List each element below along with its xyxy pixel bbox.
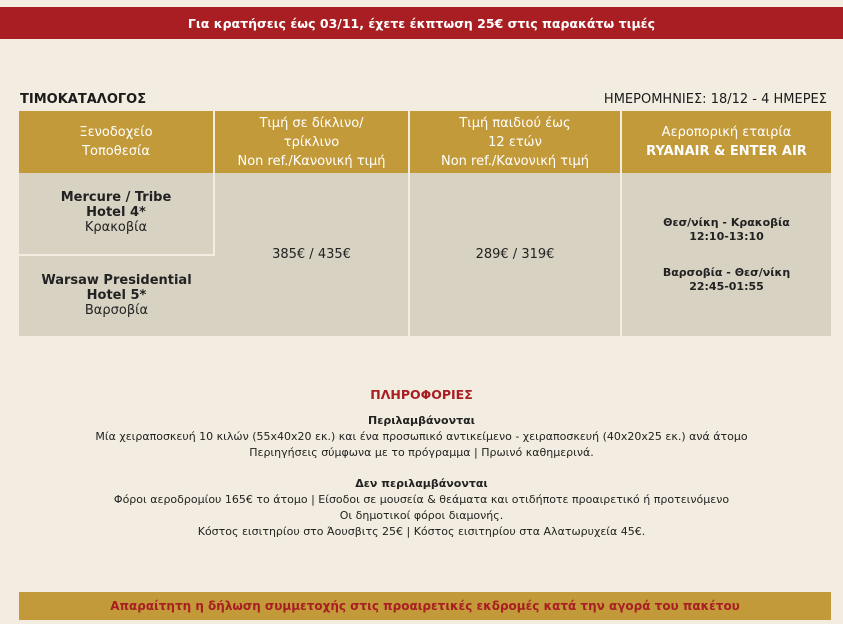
included-title: Περιλαμβάνονται — [368, 414, 475, 427]
header-double-line3: Non ref./Κανονική τιμή — [237, 153, 386, 169]
child-price-cell: 289€ / 319€ — [409, 173, 621, 336]
price-list-title: ΤΙΜΟΚΑΤΑΛΟΓΟΣ — [20, 92, 147, 107]
flight-outbound-time: 12:10-13:10 — [689, 229, 764, 243]
dates-label: ΗΜΕΡΟΜΗΝΙΕΣ: 18/12 - 4 ΗΜΕΡΕΣ — [603, 92, 827, 107]
header-child-line1: Τιμή παιδιού έως — [459, 115, 571, 131]
included-line: Μία χειραποσκευή 10 κιλών (55x40x20 εκ.) και ένα προσωπικό αντικείμενο - χειραποσκευή (40x20x25 εκ.) ανά άτομο — [95, 430, 748, 443]
header-double-price — [214, 111, 409, 173]
hotel-name-line1: Warsaw Presidential — [41, 272, 192, 288]
header-airline-line1: Αεροπορική εταιρία — [661, 125, 792, 140]
price-table — [19, 111, 831, 336]
header-hotel — [19, 111, 214, 173]
header-airline-line2: RYANAIR & ENTER AIR — [646, 144, 807, 159]
optional-excursions-banner: Απαραίτητη η δήλωση συμμετοχής στις προαιρετικές εκδρομές κατά την αγορά του πακέτου — [19, 592, 831, 620]
flight-return-time: 22:45-01:55 — [689, 279, 764, 293]
excluded-title: Δεν περιλαμβάνονται — [355, 477, 488, 490]
excluded-line: Οι δημοτικοί φόροι διαμονής. — [339, 509, 504, 522]
discount-banner: Για κρατήσεις έως 03/11, έχετε έκπτωση 25€ στις παρακάτω τιμές — [0, 7, 843, 39]
header-child-price — [409, 111, 621, 173]
double-price-cell: 385€ / 435€ — [214, 173, 409, 336]
info-title: ΠΛΗΡΟΦΟΡΙΕΣ — [370, 387, 473, 402]
table-row — [19, 173, 831, 255]
excluded-line: Φόροι αεροδρομίου 165€ το άτομο | Είσοδοι σε μουσεία & θεάματα και οτιδήποτε προαιρετικό ή προτεινόμενο — [113, 493, 730, 506]
flights-cell — [621, 173, 831, 336]
header-child-line3: Non ref./Κανονική τιμή — [441, 153, 589, 169]
excluded-line: Κόστος εισιτηρίου στο Άουσβιτς 25€ | Κόστος εισιτηρίου στα Αλατωρυχεία 45€. — [197, 525, 646, 538]
header-airline — [621, 111, 831, 173]
header-hotel-line1: Ξενοδοχείο — [79, 125, 153, 140]
included-line: Περιηγήσεις σύμφωνα με το πρόγραμμα | Πρωινό καθημερινά. — [249, 446, 594, 459]
hotel-cell-krakow — [19, 173, 214, 255]
hotel-cell-warsaw — [19, 255, 214, 337]
header-double-line1: Τιμή σε δίκλινο/ — [259, 115, 364, 131]
hotel-name-line2: Hotel 4* — [86, 205, 146, 221]
table-header-row — [19, 111, 831, 173]
hotel-city: Κρακοβία — [84, 220, 148, 236]
hotel-city: Βαρσοβία — [84, 302, 149, 318]
hotel-name-line2: Hotel 5* — [86, 287, 147, 303]
header-double-line2: τρίκλινο — [283, 134, 340, 150]
flight-return-route: Βαρσοβία - Θεσ/νίκη — [662, 265, 791, 279]
flight-outbound-route: Θεσ/νίκη - Κρακοβία — [663, 215, 790, 229]
header-child-line2: 12 ετών — [488, 134, 542, 150]
header-hotel-line2: Τοποθεσία — [82, 144, 150, 159]
hotel-name-line1: Mercure / Tribe — [60, 190, 172, 206]
